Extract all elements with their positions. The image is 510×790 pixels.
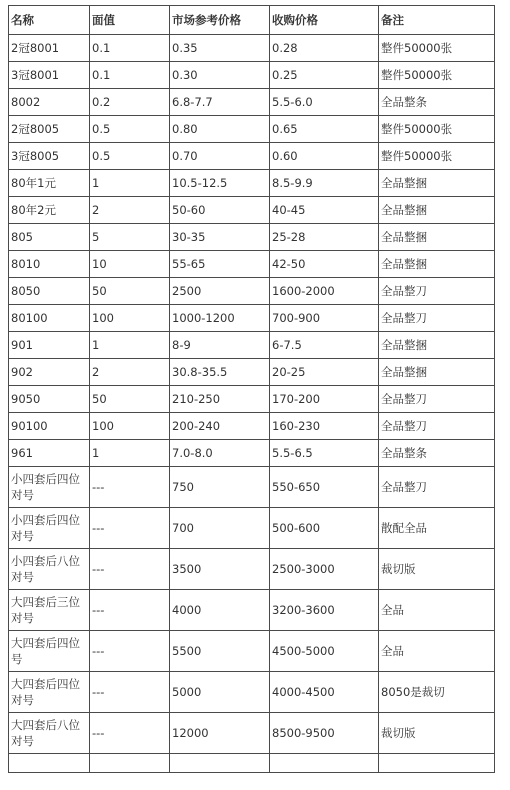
cell-market-price: 0.30: [170, 62, 270, 89]
cell-purchase-price: 0.25: [270, 62, 379, 89]
cell-name: 90100: [9, 413, 90, 440]
cell-remark: 全品整捆: [379, 197, 495, 224]
cell-purchase-price: 160-230: [270, 413, 379, 440]
cell-name: 3冠8005: [9, 143, 90, 170]
cell-purchase-price: [270, 754, 379, 773]
cell-purchase-price: 5.5-6.5: [270, 440, 379, 467]
cell-remark: 全品: [379, 590, 495, 631]
header-market-price: 市场参考价格: [170, 6, 270, 35]
header-remark: 备注: [379, 6, 495, 35]
cell-face-value: 100: [90, 413, 170, 440]
cell-market-price: 7.0-8.0: [170, 440, 270, 467]
table-row: [9, 467, 495, 508]
table-row: [9, 713, 495, 754]
cell-remark: 全品整条: [379, 440, 495, 467]
header-purchase-price: 收购价格: [270, 6, 379, 35]
cell-face-value: ---: [90, 590, 170, 631]
cell-remark: 全品整刀: [379, 467, 495, 508]
cell-remark: 全品整刀: [379, 305, 495, 332]
cell-face-value: 0.5: [90, 116, 170, 143]
cell-face-value: 0.1: [90, 62, 170, 89]
cell-purchase-price: 550-650: [270, 467, 379, 508]
cell-face-value: 1: [90, 332, 170, 359]
cell-face-value: 10: [90, 251, 170, 278]
cell-market-price: 5000: [170, 672, 270, 713]
cell-name: 大四套后四位号: [9, 631, 90, 672]
cell-market-price: 210-250: [170, 386, 270, 413]
cell-name: 80年2元: [9, 197, 90, 224]
cell-market-price: 3500: [170, 549, 270, 590]
table-row: [9, 224, 495, 251]
cell-market-price: 10.5-12.5: [170, 170, 270, 197]
header-name: 名称: [9, 6, 90, 35]
cell-purchase-price: 700-900: [270, 305, 379, 332]
cell-market-price: 700: [170, 508, 270, 549]
cell-remark: 全品: [379, 631, 495, 672]
cell-face-value: ---: [90, 713, 170, 754]
cell-remark: 裁切版: [379, 713, 495, 754]
cell-purchase-price: 0.28: [270, 35, 379, 62]
header-face-value: 面值: [90, 6, 170, 35]
cell-face-value: ---: [90, 508, 170, 549]
cell-market-price: 0.80: [170, 116, 270, 143]
table-row: [9, 386, 495, 413]
cell-purchase-price: 42-50: [270, 251, 379, 278]
cell-purchase-price: 20-25: [270, 359, 379, 386]
cell-remark: 整件50000张: [379, 35, 495, 62]
cell-market-price: 2500: [170, 278, 270, 305]
header-row: [9, 6, 495, 35]
cell-market-price: 8-9: [170, 332, 270, 359]
cell-market-price: 30-35: [170, 224, 270, 251]
cell-remark: 全品整捆: [379, 224, 495, 251]
table-body: [9, 35, 495, 773]
table-row: [9, 170, 495, 197]
cell-name: 8010: [9, 251, 90, 278]
cell-purchase-price: 6-7.5: [270, 332, 379, 359]
cell-purchase-price: 170-200: [270, 386, 379, 413]
cell-market-price: 750: [170, 467, 270, 508]
cell-remark: 裁切版: [379, 549, 495, 590]
cell-market-price: 6.8-7.7: [170, 89, 270, 116]
cell-remark: 散配全品: [379, 508, 495, 549]
cell-remark: 整件50000张: [379, 116, 495, 143]
cell-market-price: 1000-1200: [170, 305, 270, 332]
cell-face-value: 0.2: [90, 89, 170, 116]
cell-name: 805: [9, 224, 90, 251]
table-row: [9, 305, 495, 332]
table-row: [9, 62, 495, 89]
cell-name: 小四套后四位对号: [9, 467, 90, 508]
cell-face-value: 0.5: [90, 143, 170, 170]
cell-market-price: 0.70: [170, 143, 270, 170]
cell-face-value: ---: [90, 549, 170, 590]
cell-market-price: 4000: [170, 590, 270, 631]
cell-name: 小四套后八位对号: [9, 549, 90, 590]
cell-market-price: 200-240: [170, 413, 270, 440]
cell-remark: 全品整捆: [379, 332, 495, 359]
table-row: [9, 590, 495, 631]
table-row: [9, 508, 495, 549]
cell-market-price: 30.8-35.5: [170, 359, 270, 386]
table-row: [9, 754, 495, 773]
cell-name: 8002: [9, 89, 90, 116]
cell-face-value: 50: [90, 278, 170, 305]
cell-purchase-price: 1600-2000: [270, 278, 379, 305]
cell-market-price: 0.35: [170, 35, 270, 62]
cell-purchase-price: 2500-3000: [270, 549, 379, 590]
cell-name: 3冠8001: [9, 62, 90, 89]
cell-remark: 全品整捆: [379, 359, 495, 386]
table-row: [9, 440, 495, 467]
cell-remark: 整件50000张: [379, 62, 495, 89]
table-row: [9, 549, 495, 590]
cell-remark: 全品整条: [379, 89, 495, 116]
cell-purchase-price: 8.5-9.9: [270, 170, 379, 197]
cell-purchase-price: 5.5-6.0: [270, 89, 379, 116]
cell-face-value: 2: [90, 197, 170, 224]
cell-purchase-price: 0.65: [270, 116, 379, 143]
cell-purchase-price: 500-600: [270, 508, 379, 549]
cell-face-value: ---: [90, 631, 170, 672]
cell-face-value: 1: [90, 440, 170, 467]
table-row: [9, 197, 495, 224]
table-row: [9, 332, 495, 359]
cell-name: 2冠8005: [9, 116, 90, 143]
cell-face-value: [90, 754, 170, 773]
cell-market-price: 55-65: [170, 251, 270, 278]
cell-name: [9, 754, 90, 773]
table-row: [9, 251, 495, 278]
cell-market-price: 12000: [170, 713, 270, 754]
cell-remark: 全品整捆: [379, 251, 495, 278]
table-row: [9, 631, 495, 672]
cell-face-value: 50: [90, 386, 170, 413]
cell-name: 大四套后八位对号: [9, 713, 90, 754]
cell-name: 902: [9, 359, 90, 386]
cell-purchase-price: 8500-9500: [270, 713, 379, 754]
table-row: [9, 35, 495, 62]
cell-name: 8050: [9, 278, 90, 305]
cell-name: 80100: [9, 305, 90, 332]
cell-face-value: ---: [90, 467, 170, 508]
cell-purchase-price: 0.60: [270, 143, 379, 170]
cell-purchase-price: 4500-5000: [270, 631, 379, 672]
table-row: [9, 116, 495, 143]
cell-name: 2冠8001: [9, 35, 90, 62]
cell-name: 901: [9, 332, 90, 359]
cell-name: 9050: [9, 386, 90, 413]
cell-name: 大四套后四位对号: [9, 672, 90, 713]
table-row: [9, 278, 495, 305]
cell-purchase-price: 40-45: [270, 197, 379, 224]
cell-remark: 整件50000张: [379, 143, 495, 170]
cell-face-value: 100: [90, 305, 170, 332]
cell-purchase-price: 4000-4500: [270, 672, 379, 713]
cell-remark: 全品整刀: [379, 413, 495, 440]
cell-remark: [379, 754, 495, 773]
cell-remark: 8050是裁切: [379, 672, 495, 713]
cell-name: 小四套后四位对号: [9, 508, 90, 549]
cell-remark: 全品整捆: [379, 170, 495, 197]
table-row: [9, 672, 495, 713]
table-row: [9, 413, 495, 440]
cell-market-price: 50-60: [170, 197, 270, 224]
cell-market-price: [170, 754, 270, 773]
table-row: [9, 89, 495, 116]
cell-face-value: 1: [90, 170, 170, 197]
price-table: [8, 5, 495, 773]
cell-name: 大四套后三位对号: [9, 590, 90, 631]
cell-purchase-price: 25-28: [270, 224, 379, 251]
cell-remark: 全品整刀: [379, 278, 495, 305]
cell-name: 80年1元: [9, 170, 90, 197]
cell-name: 961: [9, 440, 90, 467]
cell-purchase-price: 3200-3600: [270, 590, 379, 631]
table-row: [9, 143, 495, 170]
cell-market-price: 5500: [170, 631, 270, 672]
cell-face-value: 0.1: [90, 35, 170, 62]
cell-face-value: 5: [90, 224, 170, 251]
cell-face-value: 2: [90, 359, 170, 386]
cell-remark: 全品整刀: [379, 386, 495, 413]
cell-face-value: ---: [90, 672, 170, 713]
table-row: [9, 359, 495, 386]
